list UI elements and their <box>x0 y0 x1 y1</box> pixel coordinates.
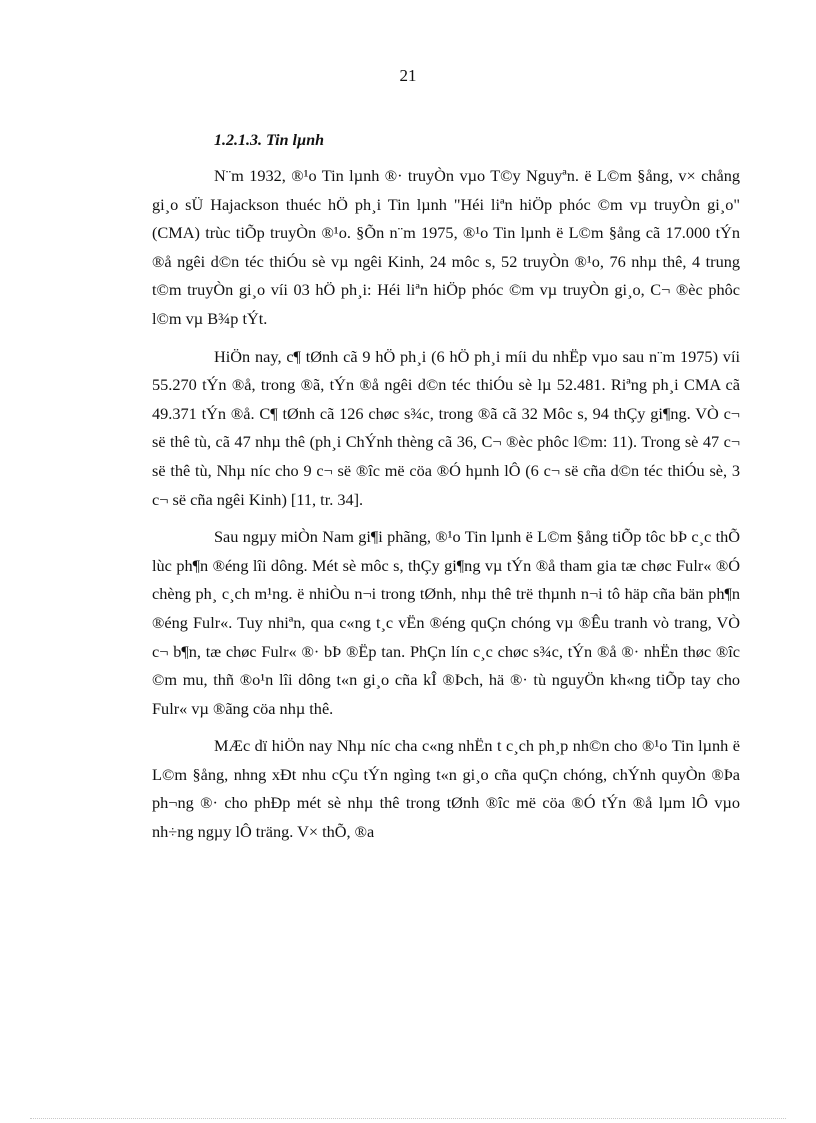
page-content <box>152 126 740 856</box>
paragraph-3: Sau ngµy miÒn Nam gi¶i phãng, ®¹o Tin lµnh ë L©m §ång tiÕp tôc bÞ c¸c thÕ lùc ph¶n ®éng lîi dông. Mét sè môc s, thÇy gi¶ng vµ tÝn ®å tham gia tæ chøc Fulr« ®Ó chèng ph¸ c¸ch m¹ng. ë nhiÒu n¬i trong tØnh, nhµ thê trë thµnh n¬i tô häp cña bän ph¶n ®éng Fulr«. Tuy nhiªn, qua c«ng t¸c vËn ®éng quÇn chóng vµ ®Êu tranh vò trang, VÒ c¬ b¶n, tæ chøc Fulr« ®· bÞ ®Ëp tan. PhÇn lín c¸c chøc s¾c, tÝn ®å ®· nhËn thøc ®îc ©m mu, thñ ®o¹n lîi dông t«n gi¸o cña kÎ ®Þch, hä ®· tù nguyÖn kh«ng tiÕp tay cho Fulr« vµ ®ãng cöa nhµ thê. <box>152 527 740 718</box>
paragraph-2: HiÖn nay, c¶ tØnh cã 9 hÖ ph¸i (6 hÖ ph¸i míi du nhËp vµo sau n¨m 1975) víi 55.270 tÝn ®å, trong ®ã, tÝn ®å ngêi d©n téc thiÓu sè lµ 52.481. Riªng ph¸i CMA cã 49.371 tÝn ®å. C¶ tØnh cã 126 chøc s¾c, trong ®ã cã 32 Môc s, 94 thÇy gi¶ng. VÒ c¬ së thê tù, cã 47 nhµ thê (ph¸i ChÝnh thèng cã 36, C¬ ®èc phôc l©m: 11). Trong sè 47 c¬ së thê tù, Nhµ níc cho 9 c¬ së ®îc më cöa ®Ó hµnh lÔ (6 c¬ së cña d©n téc thiÓu sè, 3 c¬ së cña ngêi Kinh) [11, tr. 34]. <box>152 346 740 509</box>
paragraph-1: N¨m 1932, ®¹o Tin lµnh ®· truyÒn vµo T©y Nguyªn. ë L©m §ång, v× chång gi¸o sÜ Hajackson thuéc hÖ ph¸i Tin lµnh "Héi liªn hiÖp phóc ©m vµ truyÒn gi¸o" (CMA) trùc tiÕp truyÒn ®¹o. §Õn n¨m 1975, ®¹o Tin lµnh ë L©m §ång cã 17.000 tÝn ®å ngêi d©n téc thiÓu sè vµ ngêi Kinh, 24 môc s, 52 truyÒn ®¹o, 76 nhµ thê, 4 trung t©m truyÒn gi¸o víi 03 hÖ ph¸i: Héi liªn hiÖp phóc ©m vµ truyÒn gi¸o, C¬ ®èc phôc l©m vµ B¾p tÝt. <box>152 166 740 328</box>
page-number: 21 <box>399 66 417 85</box>
page-bottom-divider <box>30 1118 786 1119</box>
paragraph-4: MÆc dï hiÖn nay Nhµ níc cha c«ng nhËn t c¸ch ph¸p nh©n cho ®¹o Tin lµnh ë L©m §ång, nhng xÐt nhu cÇu tÝn ngìng t«n gi¸o cña quÇn chóng, chÝnh quyÒn ®Þa ph¬ng ®· cho phÐp mét sè nhµ thê trong tØnh ®îc më cöa ®Ó tÝn ®å lµm lÔ vµo nh÷ng ngµy lÔ träng. V× thÕ, ®a <box>152 736 740 842</box>
section-heading: 1.2.1.3. Tin lµnh <box>214 132 324 149</box>
